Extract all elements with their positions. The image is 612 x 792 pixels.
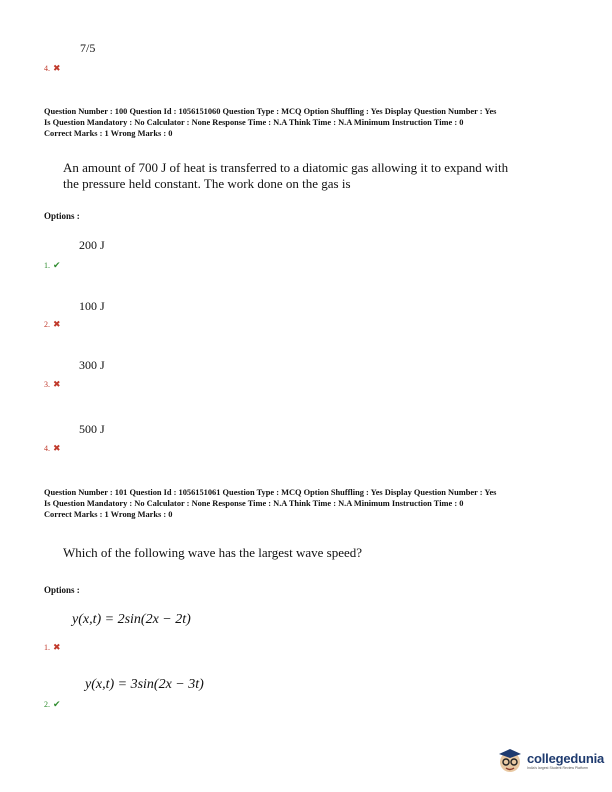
option-number — [44, 320, 61, 329]
option-text: 7/5 — [80, 41, 96, 55]
question-meta-line2: Is Question Mandatory : No Calculator : None Response Time : N.A Think Time : N.A Minimum Instruction Time : 0 — [44, 118, 464, 127]
option-number-label: 1. — [44, 261, 50, 270]
option-number-label: 1. — [44, 643, 50, 652]
option-number — [44, 643, 61, 652]
cross-icon: ✖ — [53, 379, 61, 389]
cross-icon: ✖ — [53, 319, 61, 329]
question-text-line1: An amount of 700 J of heat is transferred to a diatomic gas allowing it to expand with — [63, 160, 509, 175]
option-text: 200 J — [79, 238, 105, 252]
options-label: Options : — [44, 211, 80, 221]
option-text: 100 J — [79, 299, 105, 313]
option-number-label: 2. — [44, 700, 50, 709]
check-icon: ✔ — [53, 699, 61, 709]
question-text-line1: Which of the following wave has the largest wave speed? — [63, 545, 363, 560]
option-text: 500 J — [79, 422, 105, 436]
option-number — [44, 700, 61, 709]
logo-tagline: India's largest Student Review Platform — [527, 765, 588, 770]
question-meta-line1: Question Number : 101 Question Id : 1056151061 Question Type : MCQ Option Shuffling : Yes Display Question Number : Yes — [44, 488, 497, 497]
option-text: 300 J — [79, 358, 105, 372]
option-number — [44, 380, 61, 389]
option-equation: y(x,t) = 2sin(2x − 2t) — [72, 612, 191, 627]
cross-icon: ✖ — [53, 642, 61, 652]
question-meta-line2: Is Question Mandatory : No Calculator : None Response Time : N.A Think Time : N.A Minimum Instruction Time : 0 — [44, 499, 464, 508]
option-number — [44, 261, 61, 270]
option-number-label: 4. — [44, 64, 50, 73]
option-equation: y(x,t) = 3sin(2x − 3t) — [85, 677, 204, 692]
question-meta-line3: Correct Marks : 1 Wrong Marks : 0 — [44, 510, 173, 519]
option-number — [44, 444, 61, 453]
question-text-line2: the pressure held constant. The work done on the gas is — [63, 176, 351, 191]
cross-icon: ✖ — [53, 63, 61, 73]
logo-name: collegedunia — [527, 750, 605, 766]
option-number — [44, 64, 61, 73]
check-icon: ✔ — [53, 260, 61, 270]
brand-logo — [497, 746, 604, 774]
option-number-label: 4. — [44, 444, 50, 453]
question-meta-line1: Question Number : 100 Question Id : 1056151060 Question Type : MCQ Option Shuffling : Yes Display Question Number : Yes — [44, 107, 497, 116]
mascot-icon — [497, 746, 523, 774]
cross-icon: ✖ — [53, 443, 61, 453]
options-label: Options : — [44, 585, 80, 595]
option-number-label: 3. — [44, 380, 50, 389]
question-meta-line3: Correct Marks : 1 Wrong Marks : 0 — [44, 129, 173, 138]
option-number-label: 2. — [44, 320, 50, 329]
